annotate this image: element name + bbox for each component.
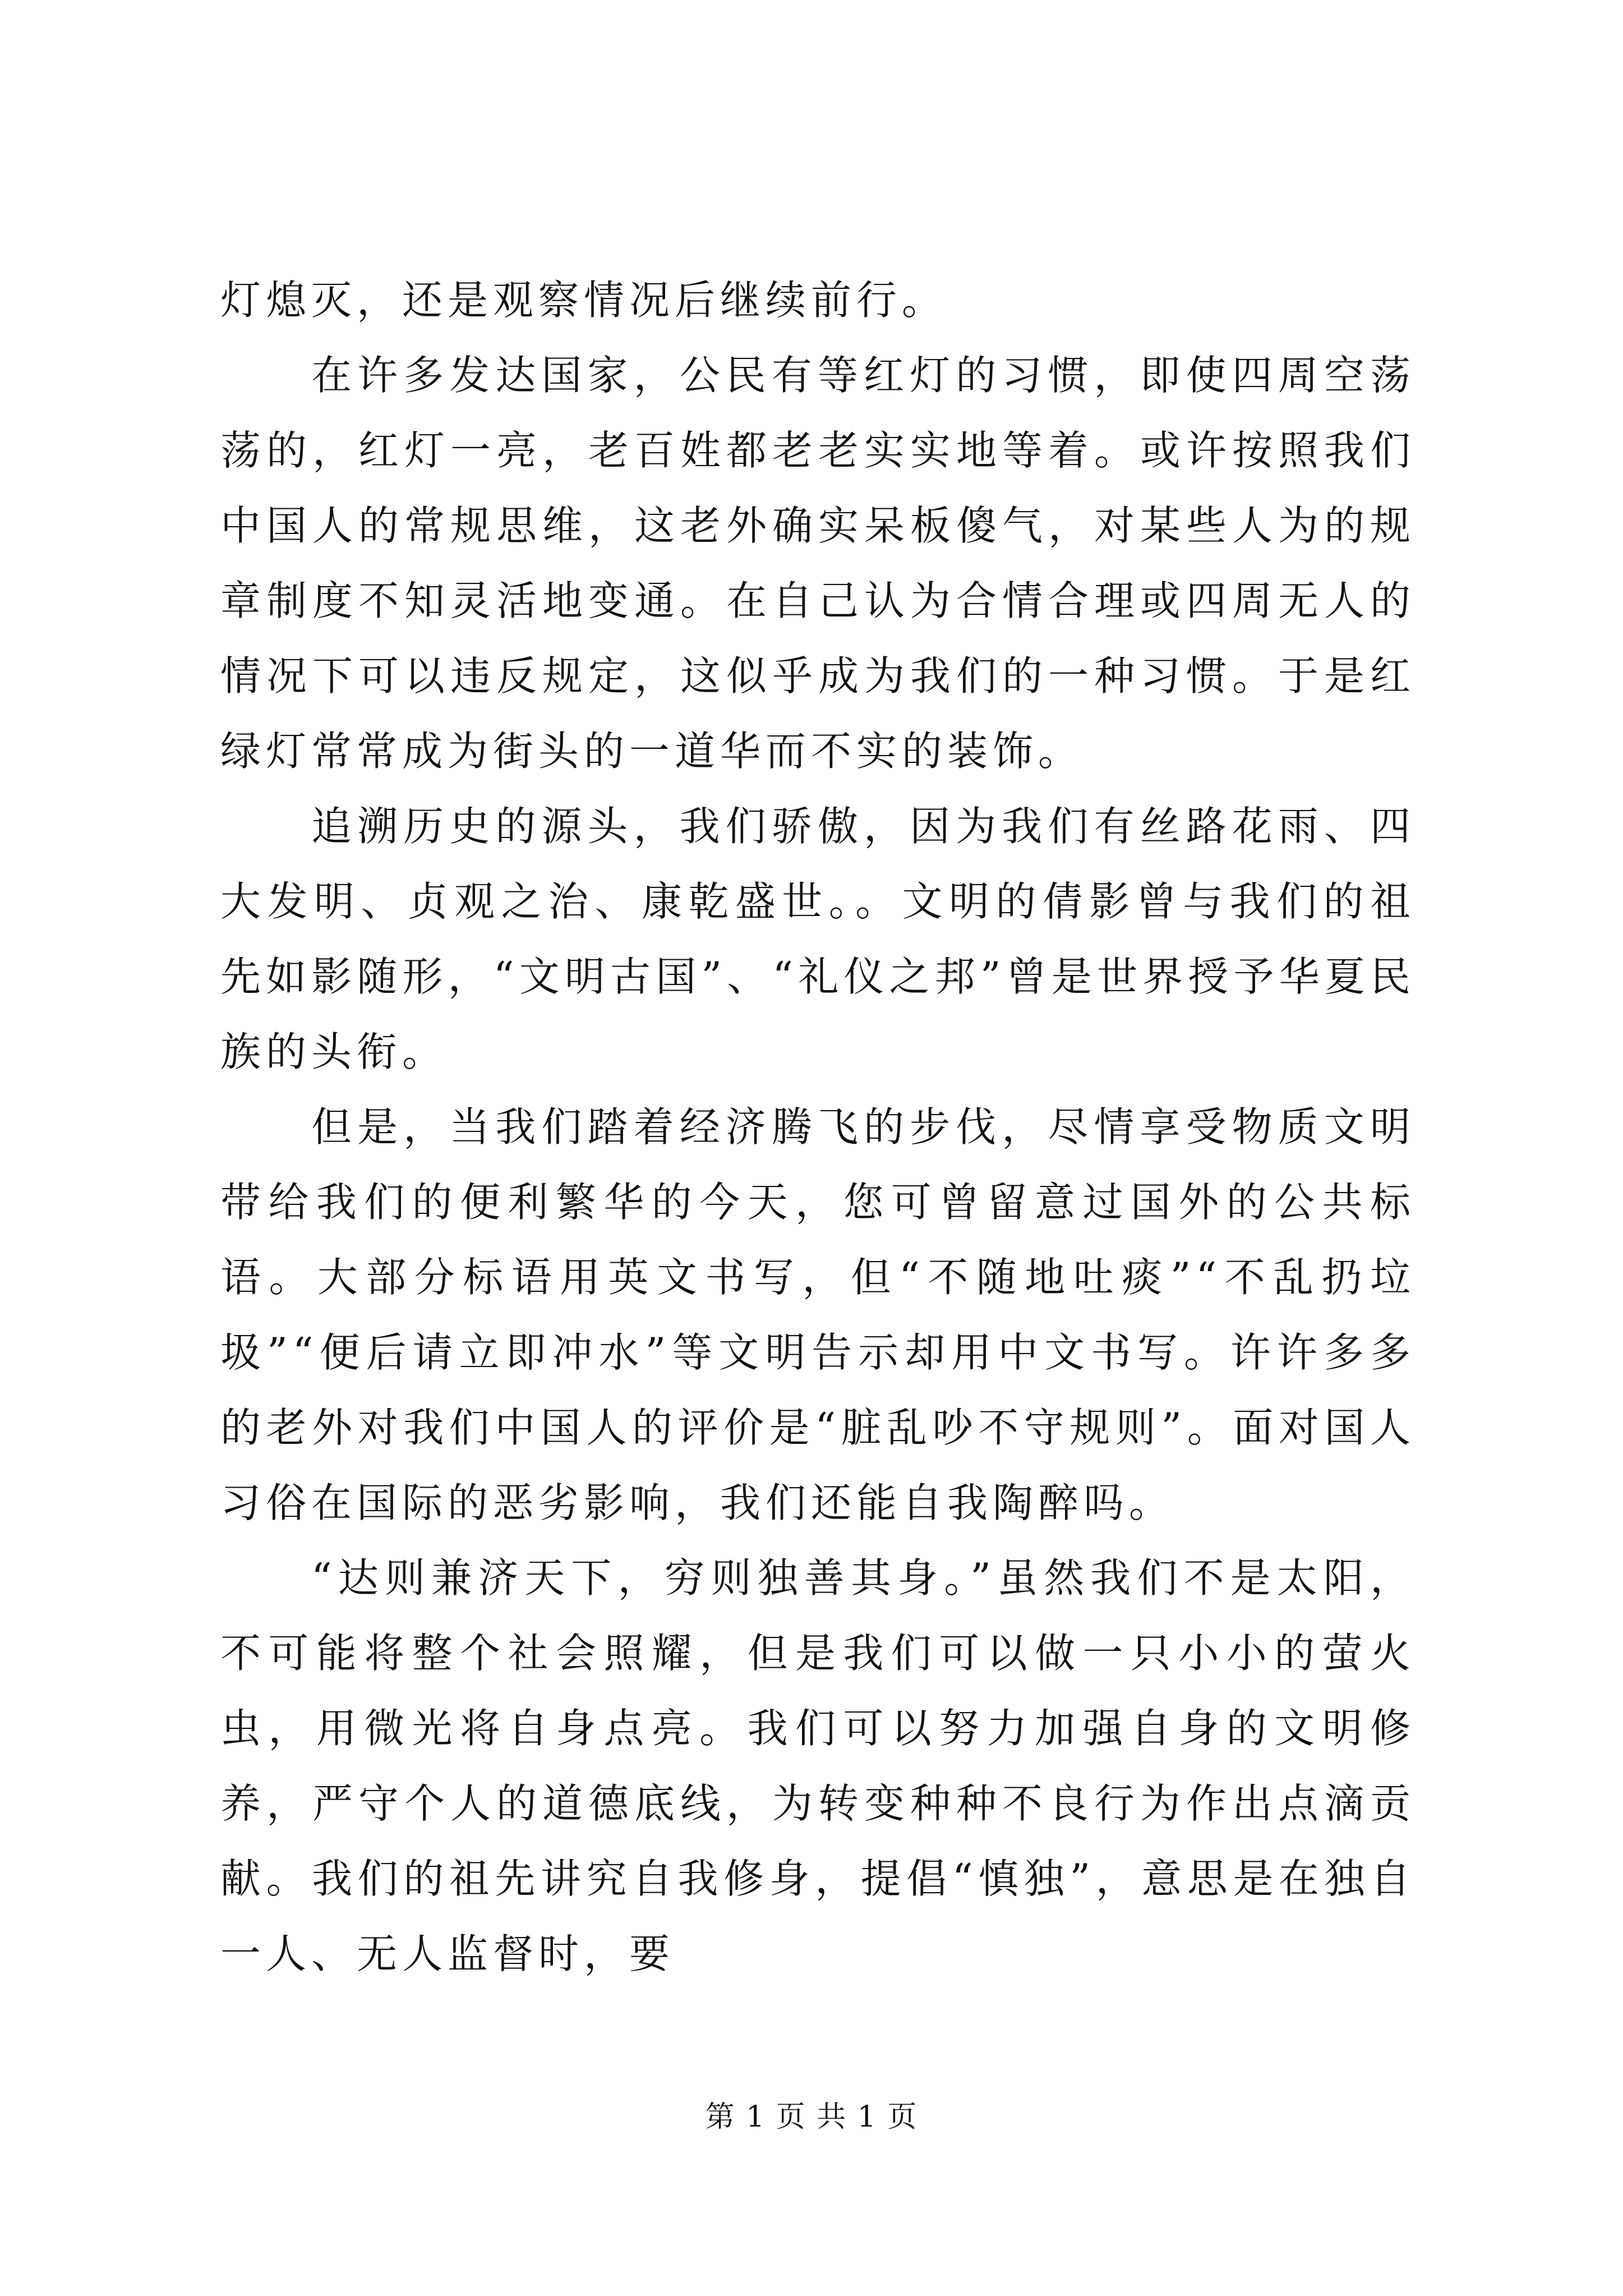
- paragraph-continued: 灯熄灭，还是观察情况后继续前行。: [220, 277, 948, 324]
- page-footer: 第 1 页 共 1 页: [705, 2100, 918, 2134]
- paragraph: 在许多发达国家，公民有等红灯的习惯，即使四周空荡荡的，红灯一亮，老百姓都老老实实地等着。或许按照我们中国人的常规思维，这老外确实呆板傻气，对某些人为的规章制度不知灵活地变通。在自己认为合情合理或四周无人的情况下可以违反规定，这似乎成为我们的一种习惯。于是红绿灯常常成为街头的一道华而不实的装饰。: [220, 352, 1415, 775]
- paragraph: 但是，当我们踏着经济腾飞的步伐，尽情享受物质文明带给我们的便利繁华的今天，您可曾留意过国外的公共标语。大部分标语用英文书写，但“不随地吐痰”“不乱扔垃圾”“便后请立即冲水”等文明告示却用中文书写。许许多多的老外对我们中国人的评价是“脏乱吵不守规则”。面对国人习俗在国际的恶劣影响，我们还能自我陶醉吗。: [220, 1103, 1415, 1526]
- paragraph: 追溯历史的源头，我们骄傲，因为我们有丝路花雨、四大发明、贞观之治、康乾盛世。。文明的倩影曾与我们的祖先如影随形，“文明古国”、“礼仪之邦”曾是世界授予华夏民族的头衔。: [220, 803, 1415, 1075]
- body-text: [220, 263, 1415, 1991]
- paragraph: “达则兼济天下，穷则独善其身。”虽然我们不是太阳，不可能将整个社会照耀，但是我们可以做一只小小的萤火虫，用微光将自身点亮。我们可以努力加强自身的文明修养，严守个人的道德底线，为转变种种不良行为作出点滴贡献。我们的祖先讲究自我修身，提倡“慎独”，意思是在独自一人、无人监督时，要: [220, 1554, 1415, 1977]
